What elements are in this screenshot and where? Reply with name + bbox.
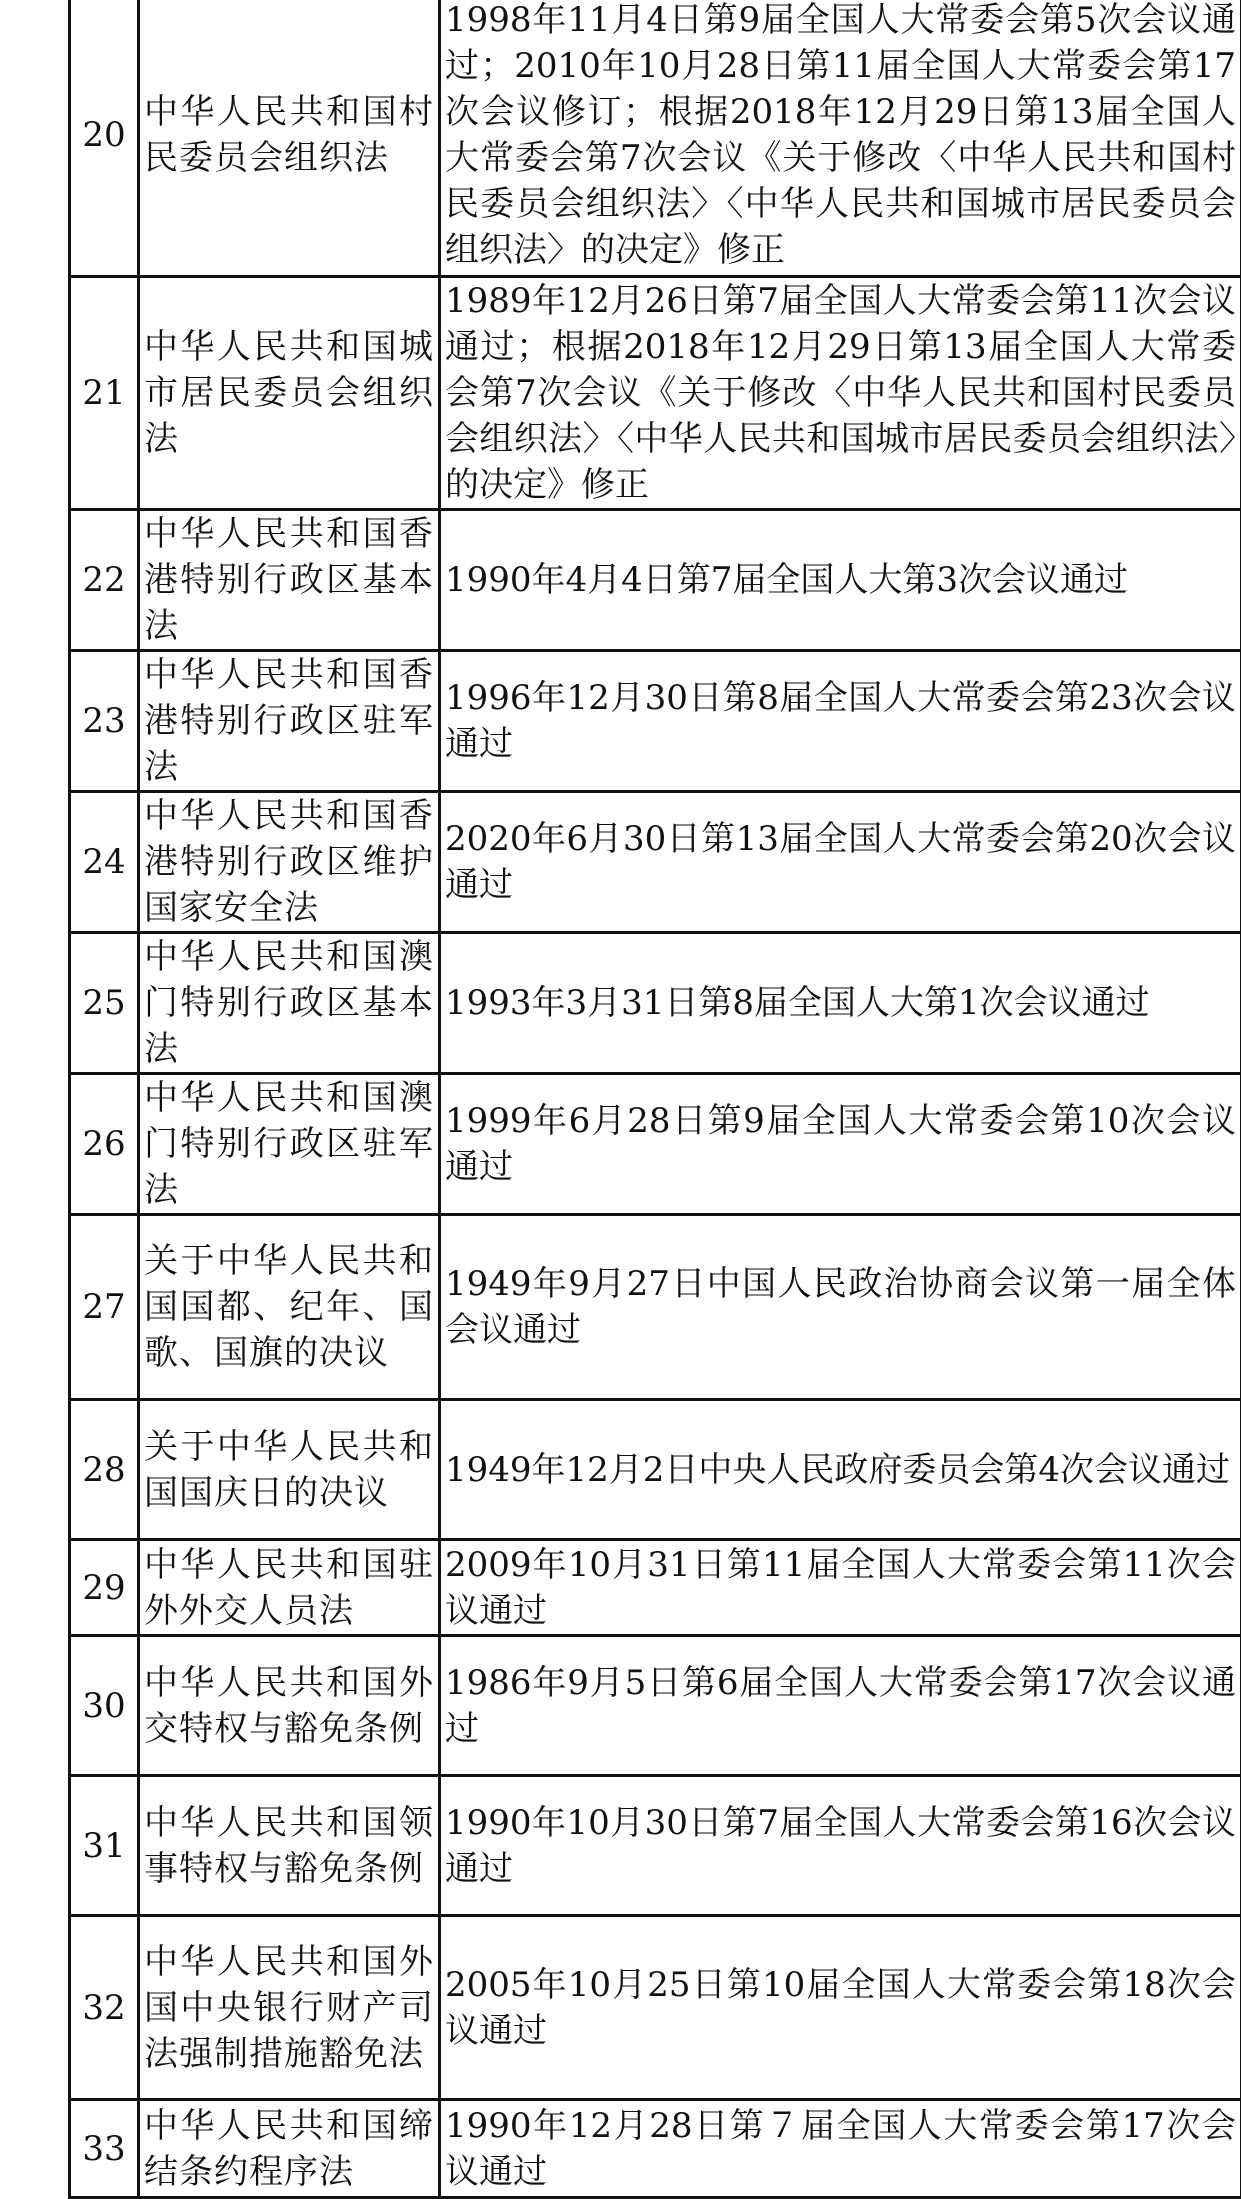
row-number: 32 [70,1916,139,2100]
table-row [70,1400,1241,1540]
law-name: 中华人民共和国驻外外交人员法 [139,1540,440,1636]
law-history: 1999年6月28日第9届全国人大常委会第10次会议通过 [440,1074,1241,1215]
law-history: 1993年3月31日第8届全国人大第1次会议通过 [440,933,1241,1074]
row-number: 21 [70,277,139,510]
law-history: 1996年12月30日第8届全国人大常委会第23次会议通过 [440,651,1241,792]
table-row [70,1540,1241,1636]
row-number: 20 [70,0,139,277]
table-row [70,2100,1241,2198]
row-number: 25 [70,933,139,1074]
row-number: 31 [70,1776,139,1916]
law-name: 中华人民共和国外国中央银行财产司法强制措施豁免法 [139,1916,440,2100]
laws-table [68,0,1241,2199]
table-row [70,1636,1241,1776]
row-number: 30 [70,1636,139,1776]
law-history: 1990年4月4日第7届全国人大第3次会议通过 [440,510,1241,651]
law-name: 中华人民共和国香港特别行政区驻军法 [139,651,440,792]
law-history: 1998年11月4日第9届全国人大常委会第5次会议通过；2010年10月28日第11届全国人大常委会第17次会议修订；根据2018年12月29日第13届全国人大常委会第7次会议《关于修改〈中华人民共和国村民委员会组织法〉〈中华人民共和国城市居民委员会组织法〉的决定》修正 [440,0,1241,277]
law-history: 2020年6月30日第13届全国人大常委会第20次会议通过 [440,792,1241,933]
table-row [70,1916,1241,2100]
law-name: 中华人民共和国外交特权与豁免条例 [139,1636,440,1776]
law-history: 2005年10月25日第10届全国人大常委会第18次会议通过 [440,1916,1241,2100]
row-number: 23 [70,651,139,792]
law-name: 中华人民共和国缔结条约程序法 [139,2100,440,2198]
table-row [70,1776,1241,1916]
law-name: 中华人民共和国澳门特别行政区驻军法 [139,1074,440,1215]
law-history: 1990年10月30日第7届全国人大常委会第16次会议通过 [440,1776,1241,1916]
row-number: 22 [70,510,139,651]
law-history: 1986年9月5日第6届全国人大常委会第17次会议通过 [440,1636,1241,1776]
law-name: 中华人民共和国澳门特别行政区基本法 [139,933,440,1074]
law-history: 1949年9月27日中国人民政治协商会议第一届全体会议通过 [440,1215,1241,1400]
table-row [70,0,1241,277]
table-row [70,792,1241,933]
row-number: 28 [70,1400,139,1540]
row-number: 24 [70,792,139,933]
law-name: 中华人民共和国领事特权与豁免条例 [139,1776,440,1916]
row-number: 27 [70,1215,139,1400]
law-name: 关于中华人民共和国国都、纪年、国歌、国旗的决议 [139,1215,440,1400]
law-name: 中华人民共和国村民委员会组织法 [139,0,440,277]
row-number: 29 [70,1540,139,1636]
table-row [70,1215,1241,1400]
table-row [70,1074,1241,1215]
law-history: 1990年12月28日第７届全国人大常委会第17次会议通过 [440,2100,1241,2198]
table-row [70,277,1241,510]
law-history: 1949年12月2日中央人民政府委员会第4次会议通过 [440,1400,1241,1540]
law-name: 中华人民共和国香港特别行政区基本法 [139,510,440,651]
law-history: 1989年12月26日第7届全国人大常委会第11次会议通过；根据2018年12月29日第13届全国人大常委会第7次会议《关于修改〈中华人民共和国村民委员会组织法〉〈中华人民共和国城市居民委员会组织法〉的决定》修正 [440,277,1241,510]
row-number: 33 [70,2100,139,2198]
law-name: 中华人民共和国城市居民委员会组织法 [139,277,440,510]
law-name: 关于中华人民共和国国庆日的决议 [139,1400,440,1540]
table-row [70,510,1241,651]
law-name: 中华人民共和国香港特别行政区维护国家安全法 [139,792,440,933]
table-row [70,651,1241,792]
row-number: 26 [70,1074,139,1215]
law-history: 2009年10月31日第11届全国人大常委会第11次会议通过 [440,1540,1241,1636]
table-row [70,933,1241,1074]
